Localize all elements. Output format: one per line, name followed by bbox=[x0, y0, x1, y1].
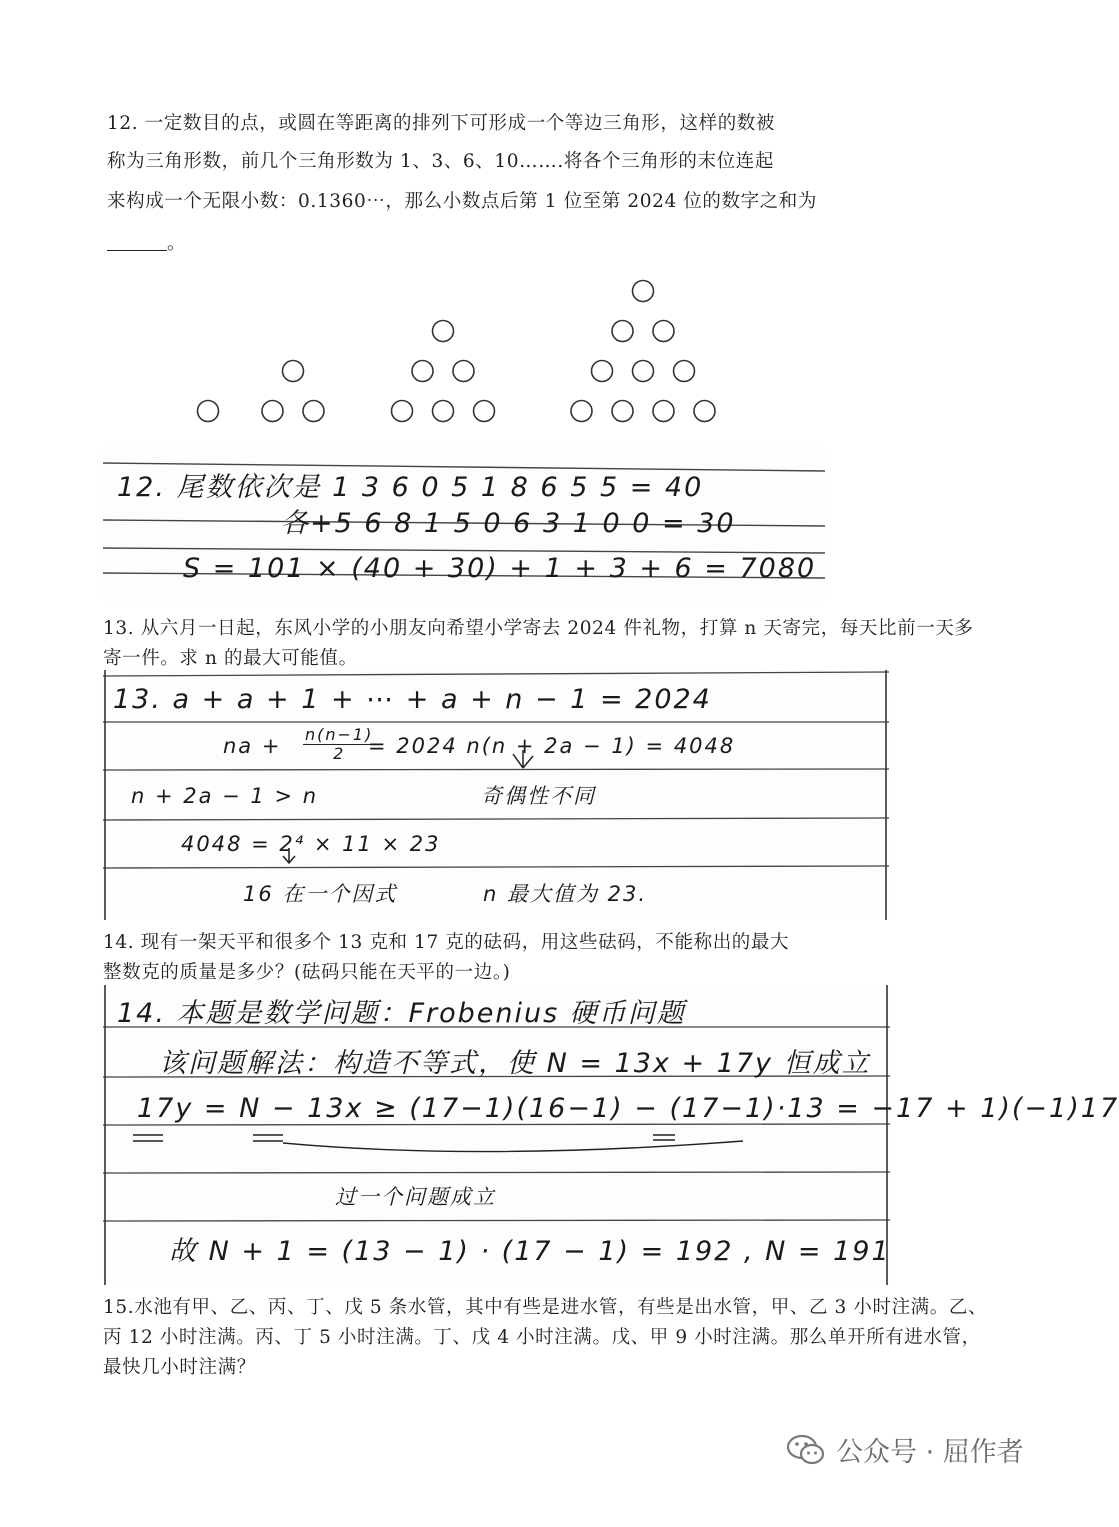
triangle-dot bbox=[592, 361, 613, 382]
watermark bbox=[786, 1430, 1024, 1469]
triangle-dot bbox=[392, 401, 413, 422]
watermark-text: 公众号 · 屈作者 bbox=[836, 1437, 1024, 1468]
triangle-dot bbox=[474, 401, 495, 422]
q13-solution-line-3a: n + 2a − 1 > n bbox=[131, 784, 319, 808]
q14-line-2: 整数克的质量是多少？(砝码只能在天平的一边。) bbox=[103, 962, 511, 983]
q14-solution-line-4: 过一个问题成立 bbox=[335, 1185, 496, 1209]
q13-line-2: 寄一件。求 n 的最大可能值。 bbox=[103, 648, 358, 669]
q15-line-2: 丙 12 小时注满。丙、丁 5 小时注满。丁、戊 4 小时注满。戊、甲 9 小时注满。那么单开所有进水管， bbox=[103, 1327, 981, 1348]
q13-solution-line-2b: = 2024 n(n + 2a − 1) = 4048 bbox=[368, 734, 736, 758]
q13-solution-line-5b: n 最大值为 23. bbox=[483, 882, 648, 906]
triangle-dot bbox=[694, 401, 715, 422]
q13-solution-line-2a: na + bbox=[223, 734, 282, 758]
q12-answer-blank bbox=[107, 228, 186, 259]
q13-solution-line-1: 13. a + a + 1 + ⋯ + a + n − 1 = 2024 bbox=[113, 684, 712, 715]
q13-solution-line-4: 4048 = 2⁴ × 11 × 23 bbox=[181, 832, 441, 856]
q13-line-1: 13. 从六月一日起，东风小学的小朋友向希望小学寄去 2024 件礼物，打算 n 天寄完，每天比前一天多 bbox=[103, 618, 974, 639]
q12-line-1: 12. 一定数目的点，或圆在等距离的排列下可形成一个等边三角形，这样的数被 bbox=[107, 113, 776, 134]
q14-solution-image bbox=[103, 985, 1119, 1285]
fraction-numerator: n(n−1) bbox=[305, 725, 374, 744]
triangle-dot bbox=[612, 321, 633, 342]
q15-line-1: 15.水池有甲、乙、丙、丁、戊 5 条水管，其中有些是进水管，有些是出水管，甲、乙 3 小时注满。乙、 bbox=[103, 1297, 988, 1318]
q13-solution-image bbox=[103, 670, 889, 920]
q13-fraction bbox=[303, 726, 375, 763]
q14-solution-line-3: 17y = N − 13x ≥ (17−1)(16−1) − (17−1)·13 = −17 + 1)(−1)17 bbox=[137, 1093, 1119, 1124]
fraction-denominator: 2 bbox=[333, 744, 346, 763]
q14-solution-line-2: 该问题解法：构造不等式，使 N = 13x + 17y 恒成立 bbox=[159, 1048, 871, 1079]
triangle-dot bbox=[633, 361, 654, 382]
q14-line-1: 14. 现有一架天平和很多个 13 克和 17 克的砝码，用这些砝码，不能称出的最大 bbox=[103, 932, 790, 953]
triangle-dot bbox=[433, 321, 454, 342]
triangle-numbers-figure bbox=[0, 275, 1080, 435]
triangle-dot bbox=[653, 401, 674, 422]
triangle-dot bbox=[412, 361, 433, 382]
wechat-icon bbox=[786, 1433, 826, 1467]
q12-line-2: 称为三角形数，前几个三角形数为 1、3、6、10…….将各个三角形的末位连起 bbox=[107, 151, 774, 172]
q12-line-3: 来构成一个无限小数：0.1360⋯，那么小数点后第 1 位至第 2024 位的数字之和为 bbox=[107, 191, 818, 212]
triangle-dot bbox=[571, 401, 592, 422]
q14-solution-line-5: 故 N + 1 = (13 − 1) · (17 − 1) = 192 , N = 191 bbox=[169, 1236, 891, 1267]
q12-solution-line-2: 各+5 6 8 1 5 0 6 3 1 0 0 = 30 bbox=[281, 508, 736, 539]
triangle-dot bbox=[453, 361, 474, 382]
q15-line-3: 最快几小时注满？ bbox=[103, 1357, 256, 1378]
triangle-dot bbox=[303, 401, 324, 422]
triangle-dot bbox=[633, 281, 654, 302]
triangle-dot bbox=[198, 401, 219, 422]
triangle-dot bbox=[653, 321, 674, 342]
triangle-dot bbox=[433, 401, 454, 422]
q13-solution-line-5a: 16 在一个因式 bbox=[243, 882, 398, 906]
blank-suffix: 。 bbox=[167, 233, 187, 254]
q12-solution-line-3: S = 101 × (40 + 30) + 1 + 3 + 6 = 7080 bbox=[183, 553, 817, 584]
triangle-dot bbox=[262, 401, 283, 422]
q13-solution-line-3b: 奇偶性不同 bbox=[481, 784, 596, 808]
q12-solution-line-1: 12. 尾数依次是 1 3 6 0 5 1 8 6 5 5 = 40 bbox=[117, 472, 704, 503]
q14-solution-line-1: 14. 本题是数学问题：Frobenius 硬币问题 bbox=[117, 998, 686, 1029]
triangle-dot bbox=[612, 401, 633, 422]
triangle-dot bbox=[674, 361, 695, 382]
blank-line bbox=[107, 232, 167, 251]
q12-solution-image bbox=[103, 445, 825, 602]
triangle-dot bbox=[283, 361, 304, 382]
